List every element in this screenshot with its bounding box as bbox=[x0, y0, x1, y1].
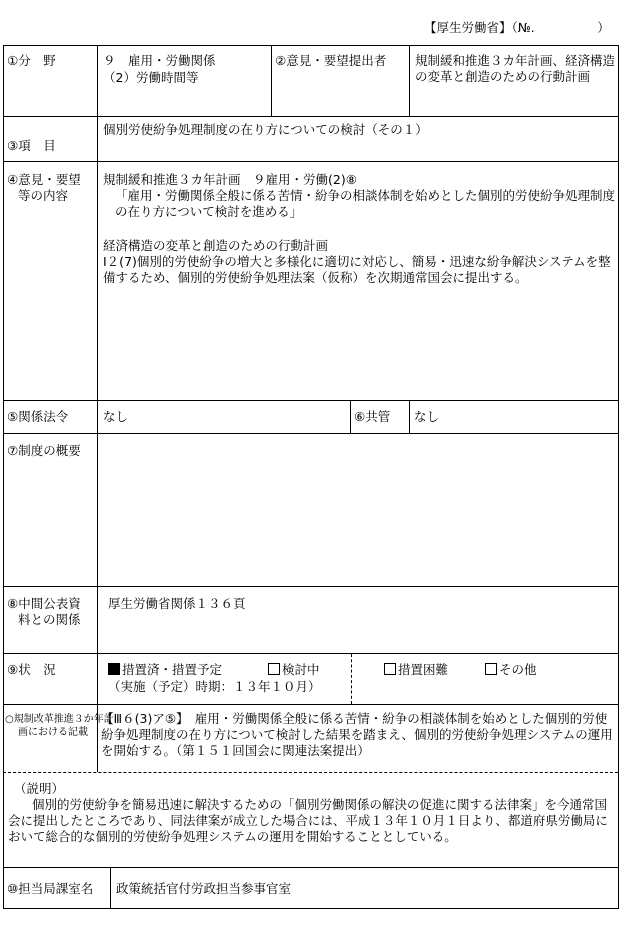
interim-label-line2: 料との関係 bbox=[18, 612, 81, 627]
content-para2-body: Ⅰ２(7)個別的労使紛争の増大と多様化に適切に対応し、簡易・迅速な紛争解決システムを整備するため、個別的労使紛争処理法案（仮称）を次期通常国会に提出する。 bbox=[103, 254, 611, 285]
interim-value: 厚生労働省関係１３６頁 bbox=[108, 596, 246, 611]
content-label-line2: 等の内容 bbox=[18, 188, 69, 203]
status-option-other bbox=[485, 662, 537, 678]
content-para1-line1: 規制緩和推進３カ年計画 ９雇用・労働(2)⑧ bbox=[103, 172, 357, 187]
field-value-line1: ９ 雇用・労働関係 bbox=[103, 53, 216, 68]
divider-9 bbox=[3, 867, 619, 868]
status-label: ⑨状 況 bbox=[7, 662, 56, 677]
explanation-label: （説明） bbox=[14, 781, 65, 796]
law-label: ⑤関係法令 bbox=[7, 409, 69, 424]
plan-label-line1: ○規制改革推進３か年計 bbox=[5, 714, 114, 725]
divider-8-dashed bbox=[3, 772, 618, 773]
frame-top bbox=[3, 45, 619, 46]
label-col-divider-office bbox=[110, 867, 111, 908]
divider-3 bbox=[3, 400, 619, 401]
jurisdiction-value: なし bbox=[414, 409, 440, 424]
content-para2-title: 経済構造の変革と創造のための行動計画 bbox=[103, 238, 329, 253]
field-label: ①分 野 bbox=[7, 53, 56, 68]
divider-2 bbox=[3, 161, 619, 162]
status-option-reviewing bbox=[268, 662, 320, 678]
law-value: なし bbox=[103, 409, 129, 424]
frame-left bbox=[3, 45, 4, 909]
label-col-divider bbox=[97, 45, 98, 704]
frame-right bbox=[618, 45, 619, 909]
law-divider-b bbox=[409, 400, 410, 433]
office-value: 政策統括官付労政担当参事官室 bbox=[116, 881, 292, 896]
explanation-body: 個別的労使紛争を簡易迅速に解決するための「個別労働関係の解決の促進に関する法律案」を今通常国会に提出したところであり、同法律案が成立した場合には、平成１３年１０月１日より、都道府県労働局において総合的な個別的労使紛争処理システムの運用を開始することとしている。 bbox=[8, 797, 608, 844]
divider-1 bbox=[3, 116, 619, 117]
status-opt2-text: 検討中 bbox=[282, 662, 320, 677]
status-option-implemented bbox=[108, 662, 222, 678]
divider-6 bbox=[3, 653, 619, 654]
status-opt3-text: 措置困難 bbox=[398, 662, 449, 677]
status-option-difficult bbox=[384, 662, 448, 678]
jurisdiction-label: ⑥共管 bbox=[354, 409, 391, 424]
divider-7 bbox=[3, 704, 619, 705]
checkbox-empty-icon bbox=[384, 663, 396, 675]
row1-divider-b bbox=[409, 45, 410, 116]
office-label: ⑩担当局課室名 bbox=[7, 881, 94, 896]
content-label-line1: ④意見・要望 bbox=[7, 172, 81, 187]
interim-label-line1: ⑧中間公表資 bbox=[7, 596, 81, 611]
item-label: ③項 目 bbox=[7, 138, 56, 153]
submitter-label: ②意見・要望提出者 bbox=[275, 53, 387, 68]
checkbox-checked-icon bbox=[108, 663, 120, 675]
ministry-tag: 【厚生労働省】（№. ） bbox=[424, 20, 610, 35]
status-dashed-divider bbox=[351, 654, 352, 704]
item-value: 個別労使紛争処理制度の在り方についての検討（その１） bbox=[103, 122, 428, 137]
checkbox-empty-icon bbox=[485, 663, 497, 675]
law-divider-a bbox=[350, 400, 351, 433]
content-para1-body: 「雇用・労働関係全般に係る苦情・紛争の相談体制を始めとした個別的労使紛争処理制度の在り方について検討を進める」 bbox=[115, 188, 616, 219]
status-opt4-text: その他 bbox=[499, 662, 537, 677]
field-value-line2: （2）労働時間等 bbox=[103, 70, 199, 85]
plan-value: 【Ⅲ６(3)ア⑤】 雇用・労働関係全般に係る苦情・紛争の相談体制を始めとした個別的労使紛争処理制度の在り方について検討した結果を踏まえ、個別的労使紛争処理システムの運用を開始する。（第１５１回国会に関連法案提出） bbox=[101, 711, 613, 758]
divider-5 bbox=[3, 586, 619, 587]
divider-4 bbox=[3, 433, 619, 434]
outline-label: ⑦制度の概要 bbox=[7, 443, 81, 458]
status-opt1-text: 措置済・措置予定 bbox=[122, 662, 223, 677]
row1-divider-a bbox=[271, 45, 272, 116]
status-date: （実施（予定）時期：１３年１０月） bbox=[108, 679, 321, 694]
plan-label-line2: 画における記載 bbox=[18, 727, 88, 738]
checkbox-empty-icon bbox=[268, 663, 280, 675]
submitter-value: 規制緩和推進３カ年計画、経済構造の変革と創造のための行動計画 bbox=[415, 53, 616, 84]
frame-bottom bbox=[3, 908, 619, 909]
